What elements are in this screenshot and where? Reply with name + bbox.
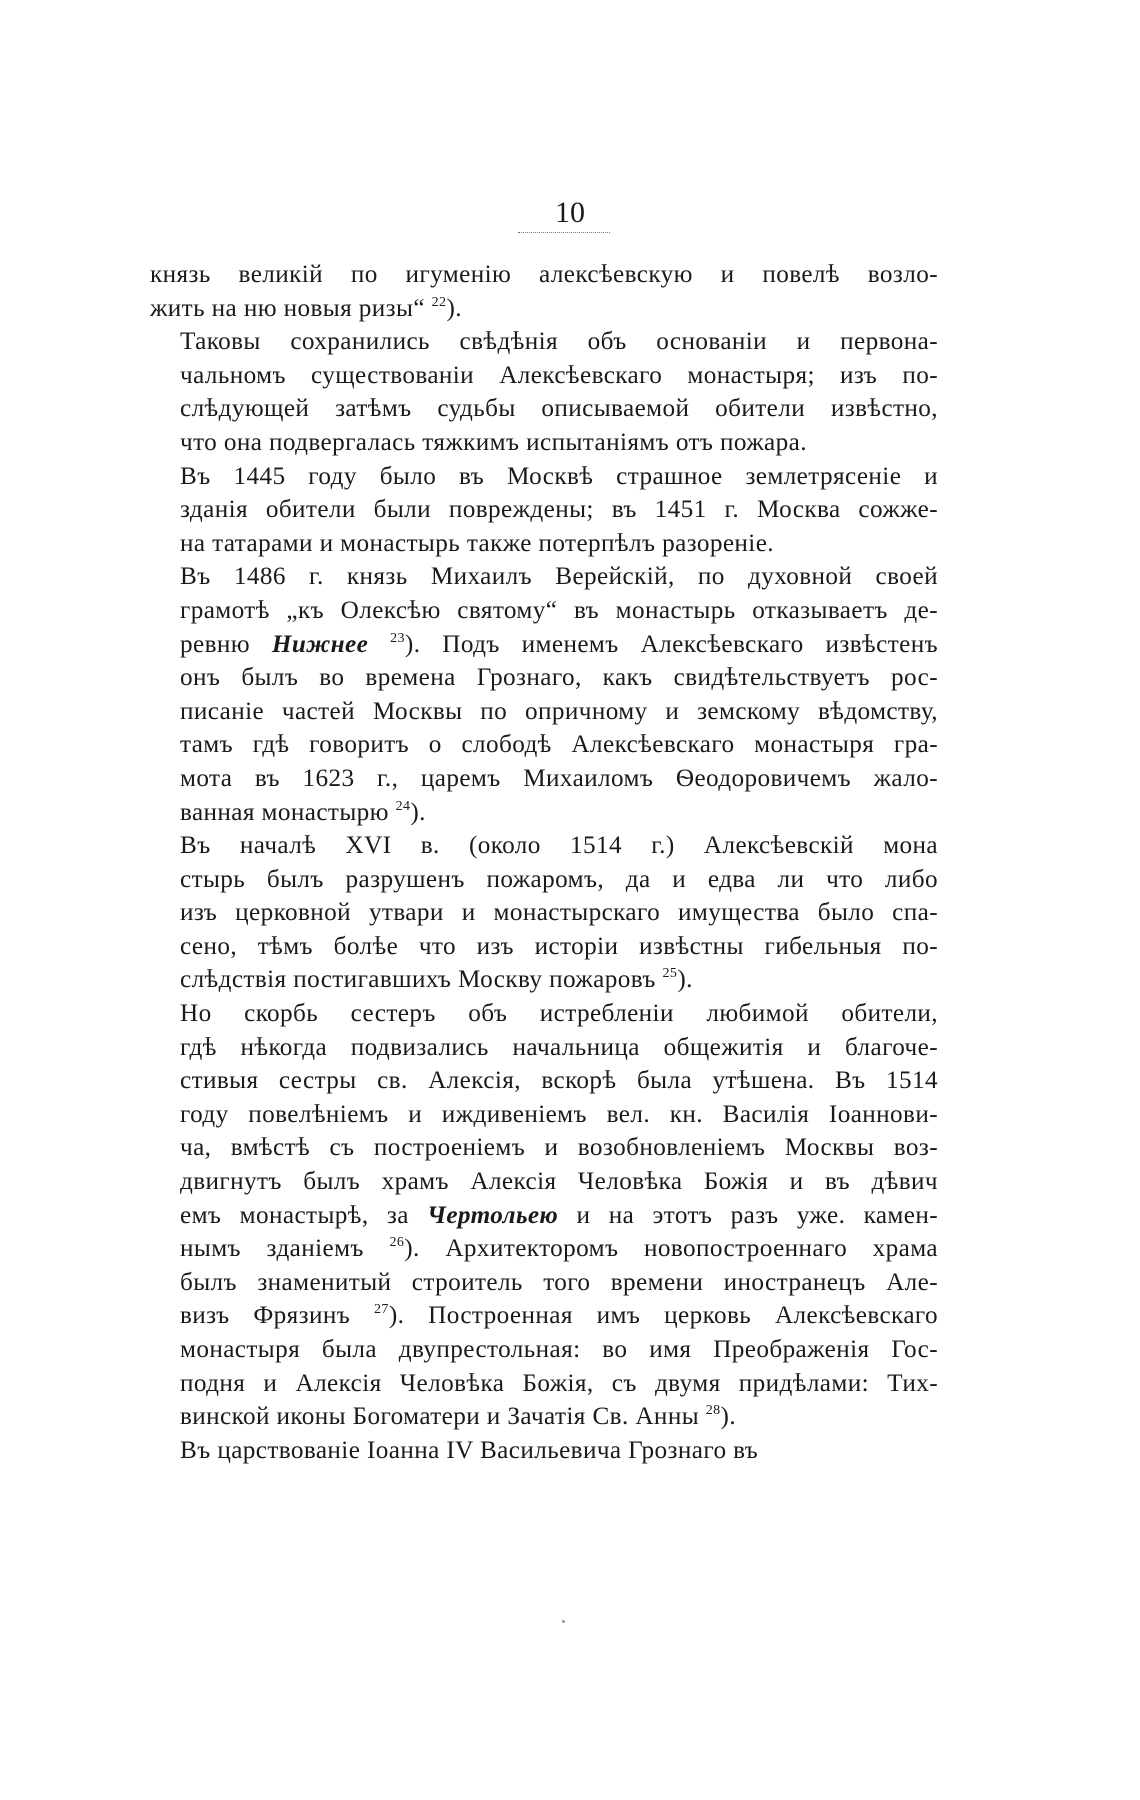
text-line: ревню Нижнее $^{23}$). Подъ именемъ Алексѣевскаго извѣстенъ xyxy=(180,630,938,658)
text-line: тамъ гдѣ говоритъ о слободѣ Алексѣевскаго монастыря гра- xyxy=(180,731,938,759)
text-line: онъ былъ во времена Грознаго, какъ свидѣтельствуетъ рос- xyxy=(180,664,938,692)
text-line: Въ 1486 г. князь Михаилъ Верейскій, по духовной своей xyxy=(180,563,938,591)
text-line: Таковы сохранились свѣдѣнія объ основаніи и первона- xyxy=(180,328,938,356)
text-line: стивыя сестры св. Алексія, вскорѣ была утѣшена. Въ 1514 xyxy=(180,1067,938,1095)
paragraph xyxy=(150,460,938,561)
text-line: гдѣ нѣкогда подвизались начальница общежитія и благоче- xyxy=(180,1033,938,1061)
footnote-ref: 23 xyxy=(390,630,405,646)
page-number: 10 xyxy=(555,196,585,229)
text-line: былъ знаменитый строитель того времени иностранецъ Але- xyxy=(180,1268,938,1296)
header-rule xyxy=(518,232,610,233)
footnote-ref: 25 xyxy=(662,966,678,982)
text-line: князь великій по игуменію алексѣевскую и повелѣ возло- xyxy=(150,261,938,288)
text-line: писаніе частей Москвы по опричному и земскому вѣдомству, xyxy=(180,697,938,725)
footnote-ref: 26 xyxy=(389,1235,405,1251)
text-line: визъ Фрязинъ $^{27}$). Построенная имъ церковь Алексѣевскаго xyxy=(180,1302,938,1330)
text-line: двигнутъ былъ храмъ Алексія Человѣка Божія и въ дѣвич xyxy=(180,1168,938,1196)
text-line: подня и Алексія Человѣка Божія, съ двумя придѣлами: Тих- xyxy=(180,1369,938,1397)
text-line: стырь былъ разрушенъ пожаромъ, да и едва ли что либо xyxy=(180,865,938,893)
text-line: слѣдующей затѣмъ судьбы описываемой обители извѣстно, xyxy=(180,395,938,423)
paragraph xyxy=(150,258,938,325)
text-line: зданія обители были повреждены; въ 1451 г. Москва сожже- xyxy=(180,496,938,524)
text-line: слѣдствія постигавшихъ Москву пожаровъ $^{25}$). xyxy=(180,966,693,994)
text-line: ча, вмѣстѣ съ построеніемъ и возобновленіемъ Москвы воз- xyxy=(180,1134,938,1162)
text-line: монастыря была двупрестольная: во имя Преображенія Гос- xyxy=(180,1336,938,1363)
paragraph xyxy=(150,1434,938,1468)
emphasized-word: Нижнее xyxy=(271,630,369,658)
paragraph xyxy=(150,829,938,997)
text-line: сено, тѣмъ болѣе что изъ исторіи извѣстны гибельныя по- xyxy=(180,932,938,960)
text-line: винской иконы Богоматери и Зачатія Св. Анны $^{28}$). xyxy=(180,1403,737,1431)
text-line: жить на ню новыя ризы“ $^{22}$). xyxy=(150,294,462,322)
text-line: Въ 1445 году было въ Москвѣ страшное землетрясеніе и xyxy=(180,462,938,490)
text-line: емъ монастырѣ, за Чертольею и на этотъ разъ уже. камен- xyxy=(180,1201,939,1229)
emphasized-word: Чертольею xyxy=(427,1201,559,1229)
text-line: чальномъ существованіи Алексѣевскаго монастыря; изъ по- xyxy=(180,361,938,389)
text-line: мота въ 1623 г., царемъ Михаиломъ Ѳеодоровичемъ жало- xyxy=(180,764,938,792)
text-line: году повелѣніемъ и иждивеніемъ вел. кн. Василія Іоаннови- xyxy=(180,1100,938,1128)
footnote-ref: 24 xyxy=(395,798,411,814)
text-line: Въ началѣ XVI в. (около 1514 г.) Алексѣевскій мона xyxy=(180,832,938,860)
footnote-ref: 28 xyxy=(705,1403,721,1419)
text-line: на татарами и монастырь также потерпѣлъ разореніе. xyxy=(180,529,774,557)
text-line: нымъ зданіемъ $^{26}$). Архитекторомъ новопостроеннаго храма xyxy=(180,1235,938,1263)
paragraph xyxy=(150,560,938,829)
footnote-ref: 27 xyxy=(374,1302,389,1318)
body-text xyxy=(150,258,938,1467)
text-line: изъ церковной утвари и монастырскаго имущества было спа- xyxy=(180,899,938,927)
text-line: грамотѣ „къ Олексѣю святому“ въ монастырь отказываетъ де- xyxy=(180,596,938,624)
print-speck xyxy=(562,1620,565,1623)
paragraph xyxy=(150,325,938,459)
text-line: Но скорбь сестеръ объ истребленіи любимой обители, xyxy=(180,1000,938,1028)
text-line: Въ царствованіе Іоанна IV Васильевича Грознаго въ xyxy=(180,1436,759,1464)
text-line: что она подвергалась тяжкимъ испытаніямъ отъ пожара. xyxy=(180,428,807,456)
footnote-ref: 22 xyxy=(431,294,447,310)
text-line: ванная монастырю $^{24}$). xyxy=(180,798,426,826)
paragraph xyxy=(150,997,938,1434)
